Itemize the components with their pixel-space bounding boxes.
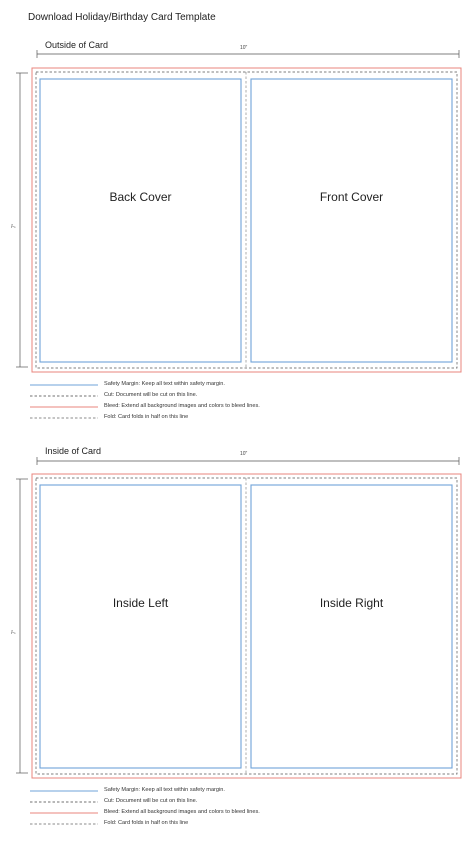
legend2-bleed-text: Bleed: Extend all background images and colors to bleed lines. <box>104 809 260 815</box>
inside-left-safety <box>40 485 241 768</box>
legend-fold-text: Fold: Card folds in half on this line <box>104 414 189 420</box>
inside-right-label: Inside Right <box>319 596 384 610</box>
outside-width-label: 10" <box>240 45 248 51</box>
inside-right-safety <box>251 485 452 768</box>
legend-bleed-text: Bleed: Extend all background images and colors to bleed lines. <box>104 403 260 409</box>
inside-width-dimension <box>37 457 459 465</box>
inside-left-label: Inside Left <box>112 596 169 610</box>
outside-width-dimension <box>37 50 459 58</box>
outside-height-label: 7" <box>11 223 18 229</box>
outside-section-title: Outside of Card <box>45 40 109 50</box>
inside-height-dimension <box>16 479 28 773</box>
outside-cut-line <box>36 72 457 368</box>
legend-safety-text: Safety Margin: Keep all text within safety margin. <box>104 381 225 387</box>
legend-cut-text: Cut: Document will be cut on this line. <box>104 392 198 398</box>
inside-width-label: 10" <box>240 451 248 457</box>
front-cover-label: Front Cover <box>319 190 384 204</box>
page-title: Download Holiday/Birthday Card Template <box>28 12 216 23</box>
legend2-cut-text: Cut: Document will be cut on this line. <box>104 798 198 804</box>
outside-height-dimension <box>16 73 28 367</box>
outside-left-safety <box>40 79 241 362</box>
legend2-fold-text: Fold: Card folds in half on this line <box>104 820 189 826</box>
inside-bleed-line <box>32 474 461 778</box>
outside-right-safety <box>251 79 452 362</box>
inside-height-label: 7" <box>11 629 18 635</box>
outside-bleed-line <box>32 68 461 372</box>
inside-section-title: Inside of Card <box>45 446 102 456</box>
inside-cut-line <box>36 478 457 774</box>
legend2-safety-text: Safety Margin: Keep all text within safety margin. <box>104 787 225 793</box>
back-cover-label: Back Cover <box>109 190 172 204</box>
